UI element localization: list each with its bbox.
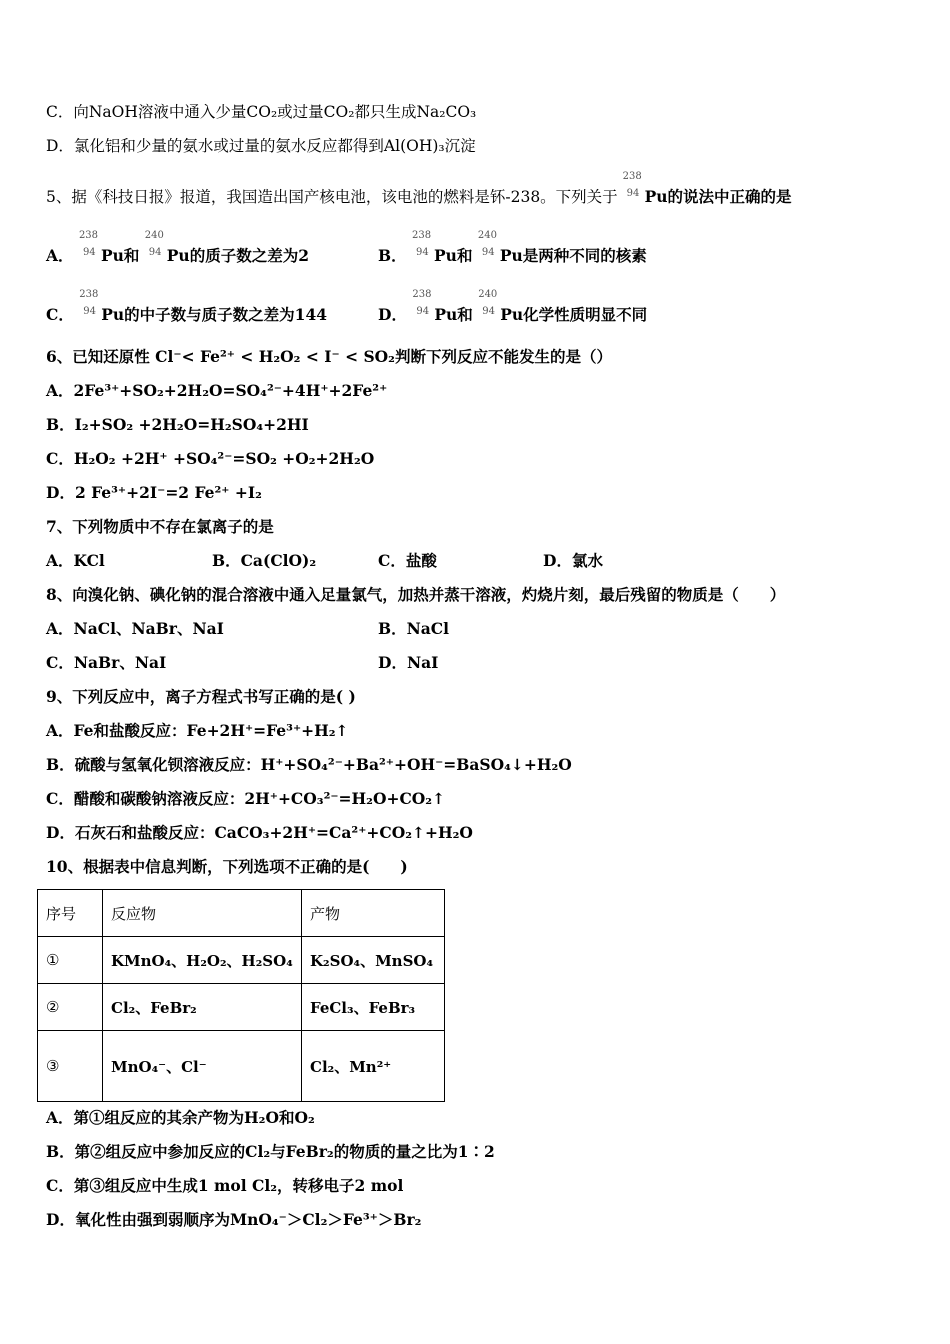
q6-option-c: C．H₂O₂ +2H⁺ +SO₄²⁻=SO₂ +O₂+2H₂O (46, 449, 375, 468)
table-cell: KMnO₄、H₂O₂、H₂SO₄ (103, 937, 302, 984)
mass-number: 238 (412, 289, 432, 300)
table-cell: FeCl₃、FeBr₃ (302, 984, 445, 1031)
q5-stem (46, 171, 792, 207)
q7-option-d: D．氯水 (543, 551, 603, 570)
q5-option-a (46, 230, 309, 266)
q5-option-b (378, 230, 647, 266)
atomic-number: 94 (83, 306, 96, 317)
table-cell: MnO₄⁻、Cl⁻ (103, 1031, 302, 1102)
q9-option-b: B．硫酸与氢氧化钡溶液反应：H⁺+SO₄²⁻+Ba²⁺+OH⁻=BaSO₄↓+H₂O (46, 755, 572, 774)
mass-number: 238 (79, 289, 99, 300)
table-cell: Cl₂、FeBr₂ (103, 984, 302, 1031)
option-text: Pu的质子数之差为2 (166, 246, 309, 265)
table-cell: K₂SO₄、MnSO₄ (302, 937, 445, 984)
q7-stem: 7、下列物质中不存在氯离子的是 (46, 517, 274, 536)
q9-option-c: C．醋酸和碳酸钠溶液反应：2H⁺+CO₃²⁻=H₂O+CO₂↑ (46, 789, 446, 808)
nuclide-pu240 (477, 230, 500, 261)
atomic-number: 94 (82, 247, 96, 258)
atomic-number: 94 (416, 306, 430, 317)
q6-option-a: A．2Fe³⁺+SO₂+2H₂O=SO₄²⁻+4H⁺+2Fe²⁺ (46, 381, 388, 400)
and-text: Pu和 (434, 246, 473, 265)
option-text: Pu化学性质明显不同 (500, 305, 648, 324)
table-row (38, 1031, 445, 1102)
option-label: B． (378, 246, 407, 265)
and-text: Pu和 (100, 246, 140, 265)
q8-option-d: D．NaI (378, 653, 439, 672)
q10-option-a: A．第①组反应的其余产物为H₂O和O₂ (46, 1108, 315, 1127)
q7-option-c: C．盐酸 (378, 551, 437, 570)
q8-option-a: A．NaCl、NaBr、NaI (46, 619, 224, 638)
q6-stem: 6、已知还原性 Cl⁻< Fe²⁺ < H₂O₂ < I⁻ < SO₂判断下列反应不能发生的是（） (46, 347, 612, 366)
q10-option-d: D．氧化性由强到弱顺序为MnO₄⁻＞Cl₂＞Fe³⁺＞Br₂ (46, 1210, 422, 1229)
q5-stem-text: 5、据《科技日报》报道，我国造出国产核电池，该电池的燃料是钚-238。下列关于 (46, 188, 618, 206)
q5-option-d (378, 289, 648, 325)
table-cell: ① (38, 937, 103, 984)
q4-option-d: D．氯化铝和少量的氨水或过量的氨水反应都得到Al(OH)₃沉淀 (46, 137, 476, 155)
and-text: Pu和 (434, 305, 473, 324)
table-cell: ③ (38, 1031, 103, 1102)
nuclide-pu238 (412, 230, 434, 261)
nuclide-pu238 (412, 289, 434, 320)
option-label: D． (378, 305, 407, 324)
mass-number: 240 (144, 230, 164, 241)
q8-stem: 8、向溴化钠、碘化钠的混合溶液中通入足量氯气，加热并蒸干溶液，灼烧片刻，最后残留的物质是（ ） (46, 585, 786, 604)
q4-option-c: C．向NaOH溶液中通入少量CO₂或过量CO₂都只生成Na₂CO₃ (46, 103, 477, 121)
q9-stem: 9、下列反应中，离子方程式书写正确的是( ) (46, 687, 356, 706)
option-label: C． (46, 305, 74, 324)
q8-option-c: C．NaBr、NaI (46, 653, 167, 672)
q6-option-b: B．I₂+SO₂ +2H₂O=H₂SO₄+2HI (46, 415, 309, 434)
table-row (38, 984, 445, 1031)
header-cell: 产物 (302, 890, 445, 937)
mass-number: 238 (622, 171, 642, 182)
nuclide-pu238 (78, 230, 101, 261)
atomic-number: 94 (482, 306, 495, 317)
q10-option-c: C．第③组反应中生成1 mol Cl₂，转移电子2 mol (46, 1176, 404, 1195)
table-cell: Cl₂、Mn²⁺ (302, 1031, 445, 1102)
option-text: Pu是两种不同的核素 (499, 246, 647, 265)
q6-option-d: D．2 Fe³⁺+2I⁻=2 Fe²⁺ +I₂ (46, 483, 262, 502)
atomic-number: 94 (148, 247, 162, 258)
mass-number: 240 (477, 230, 497, 241)
atomic-number: 94 (481, 247, 495, 258)
header-cell: 反应物 (103, 890, 302, 937)
nuclide-pu238 (622, 171, 645, 202)
q7-option-a: A．KCl (46, 551, 105, 570)
q8-option-b: B．NaCl (378, 619, 450, 638)
q5-stem-tail: Pu的说法中正确的是 (644, 187, 792, 206)
mass-number: 238 (412, 230, 432, 241)
option-label: A． (46, 246, 74, 265)
option-text: Pu的中子数与质子数之差为144 (101, 305, 328, 324)
q5-option-c (46, 289, 328, 325)
header-cell: 序号 (38, 890, 103, 937)
q10-option-b: B．第②组反应中参加反应的Cl₂与FeBr₂的物质的量之比为1∶2 (46, 1142, 495, 1161)
atomic-number: 94 (416, 247, 429, 258)
reaction-table (37, 889, 445, 1102)
nuclide-pu240 (144, 230, 167, 261)
mass-number: 240 (478, 289, 498, 300)
table-row (38, 937, 445, 984)
nuclide-pu240 (478, 289, 500, 320)
q10-stem: 10、根据表中信息判断，下列选项不正确的是( ) (46, 857, 408, 876)
q9-option-a: A．Fe和盐酸反应：Fe+2H⁺=Fe³⁺+H₂↑ (46, 721, 349, 740)
q9-option-d: D．石灰石和盐酸反应：CaCO₃+2H⁺=Ca²⁺+CO₂↑+H₂O (46, 823, 473, 842)
table-cell: ② (38, 984, 103, 1031)
table-header-row (38, 890, 445, 937)
atomic-number: 94 (626, 188, 640, 199)
q7-option-b: B．Ca(ClO)₂ (212, 551, 317, 570)
mass-number: 238 (78, 230, 99, 241)
nuclide-pu238 (79, 289, 101, 320)
